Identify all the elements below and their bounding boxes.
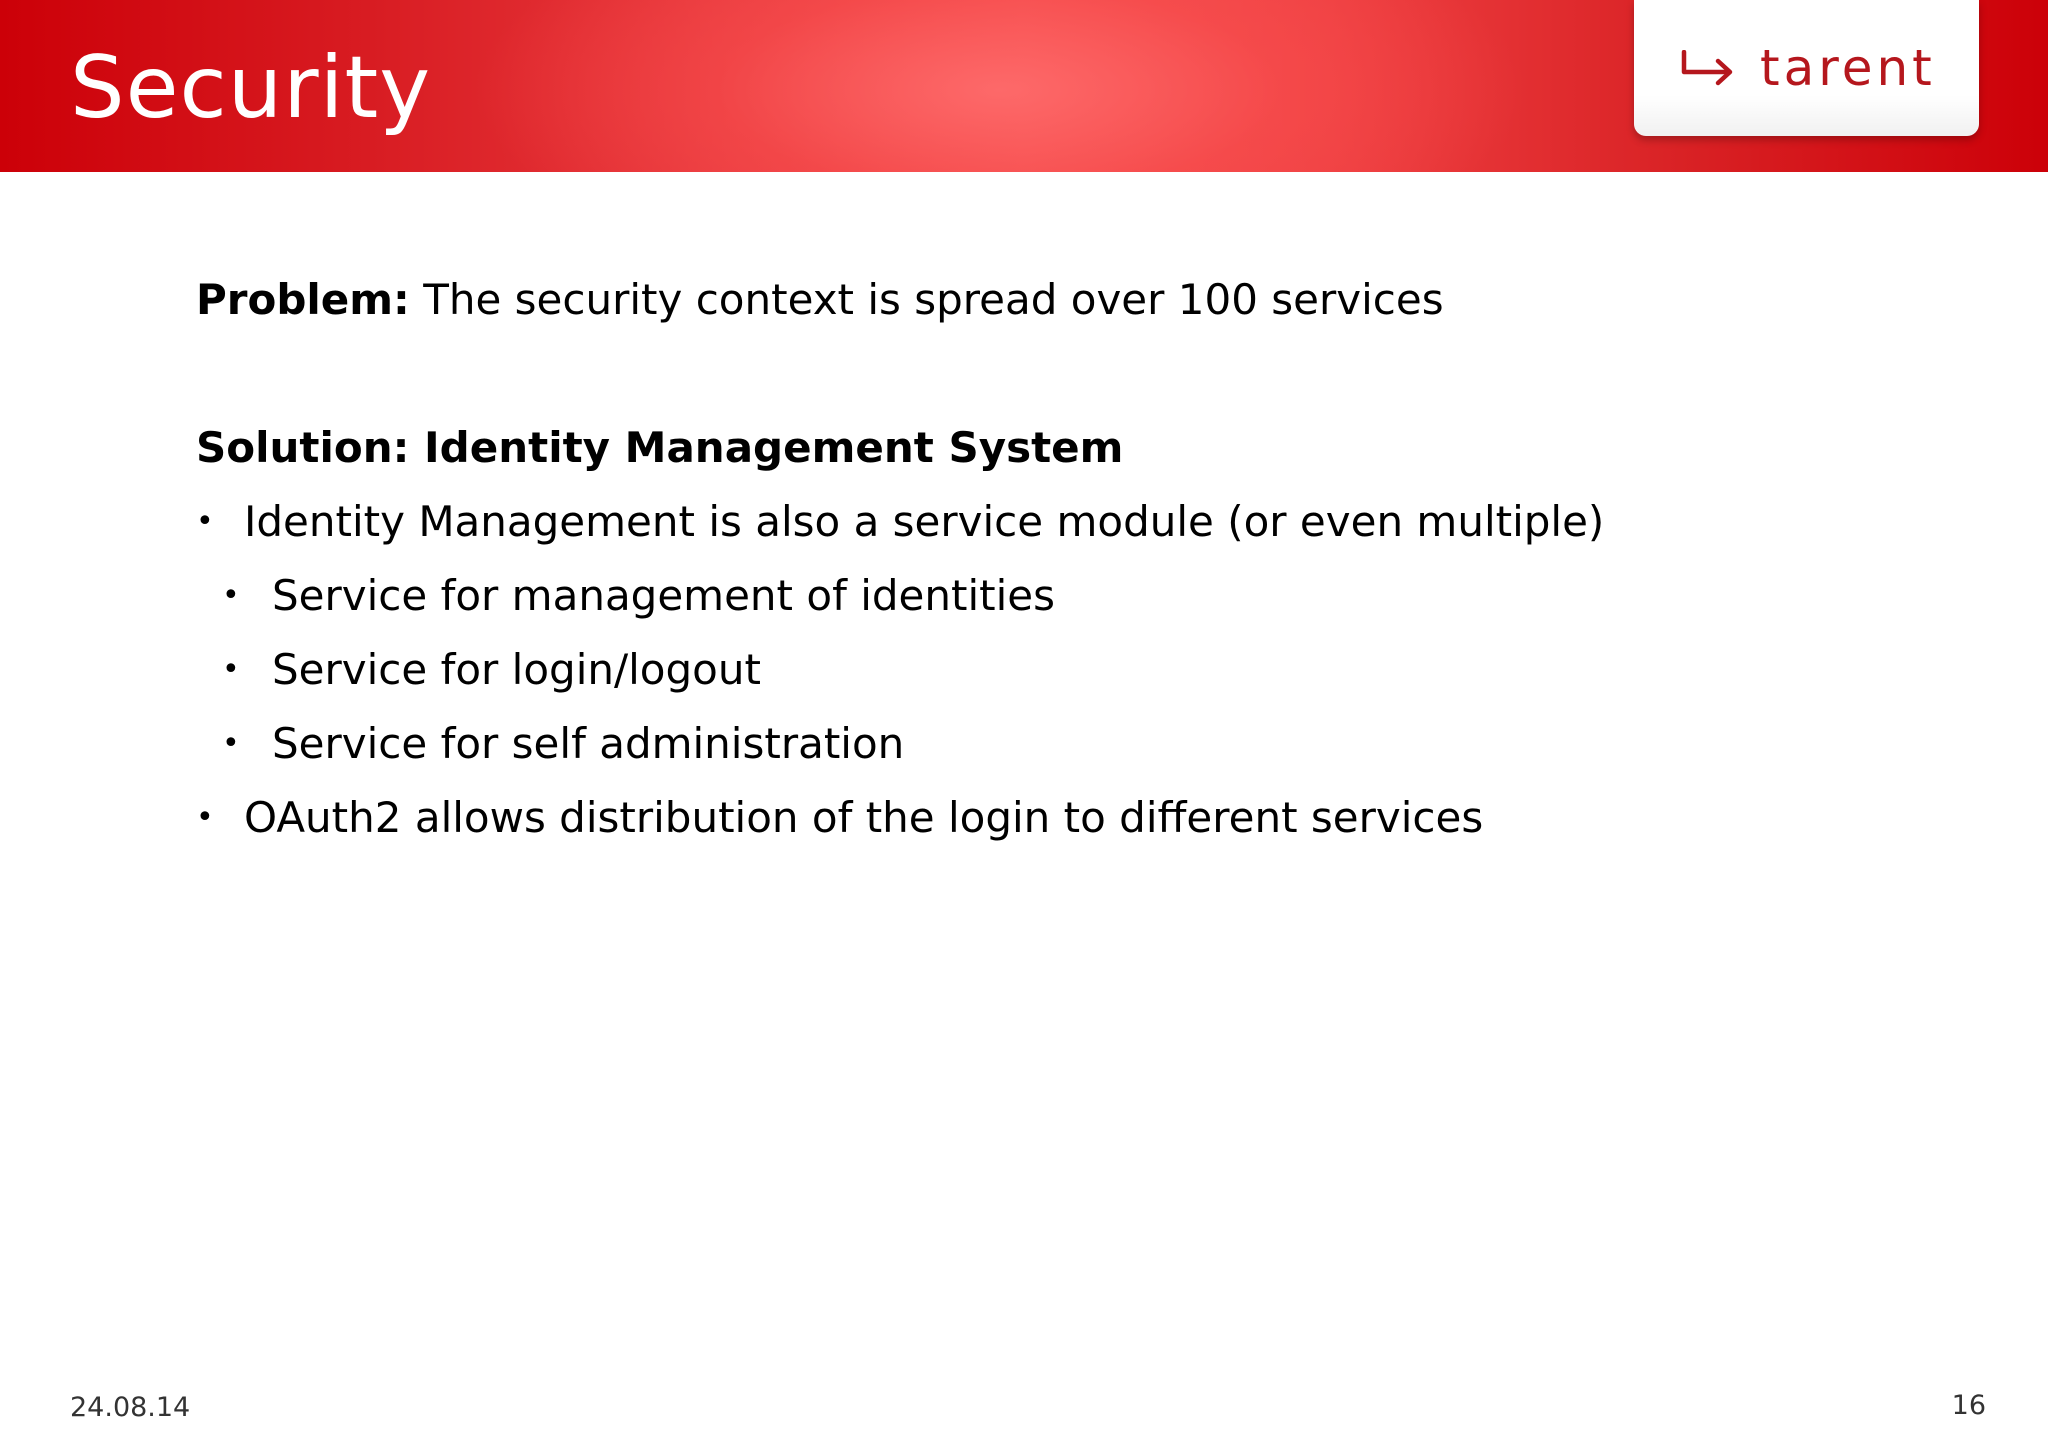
problem-label: Problem: (196, 275, 410, 324)
bullet-marker: • (196, 800, 214, 835)
bullet-marker: • (222, 726, 240, 761)
list-item-text: Service for management of identities (272, 571, 1055, 620)
problem-text: The security context is spread over 100 services (409, 275, 1444, 324)
list-item-text: Service for login/logout (272, 645, 761, 694)
bullet-marker: • (196, 504, 214, 539)
hook-right-arrow-icon (1680, 50, 1736, 86)
problem-statement (196, 270, 1444, 330)
bullet-marker: • (222, 578, 240, 613)
slide-title: Security (70, 38, 432, 138)
tarent-logo (1634, 0, 1979, 136)
solution-heading: Solution: Identity Management System (196, 423, 1124, 472)
logo-text: tarent (1760, 39, 1936, 97)
list-item-text: Identity Management is also a service module (or even multiple) (244, 497, 1605, 546)
slide-header (0, 0, 2048, 172)
list-item-text: Service for self administration (272, 719, 905, 768)
bullet-marker: • (222, 652, 240, 687)
list-item-text: OAuth2 allows distribution of the login to different services (244, 793, 1484, 842)
page-number: 16 (1951, 1390, 1986, 1421)
footer-date: 24.08.14 (70, 1392, 191, 1423)
